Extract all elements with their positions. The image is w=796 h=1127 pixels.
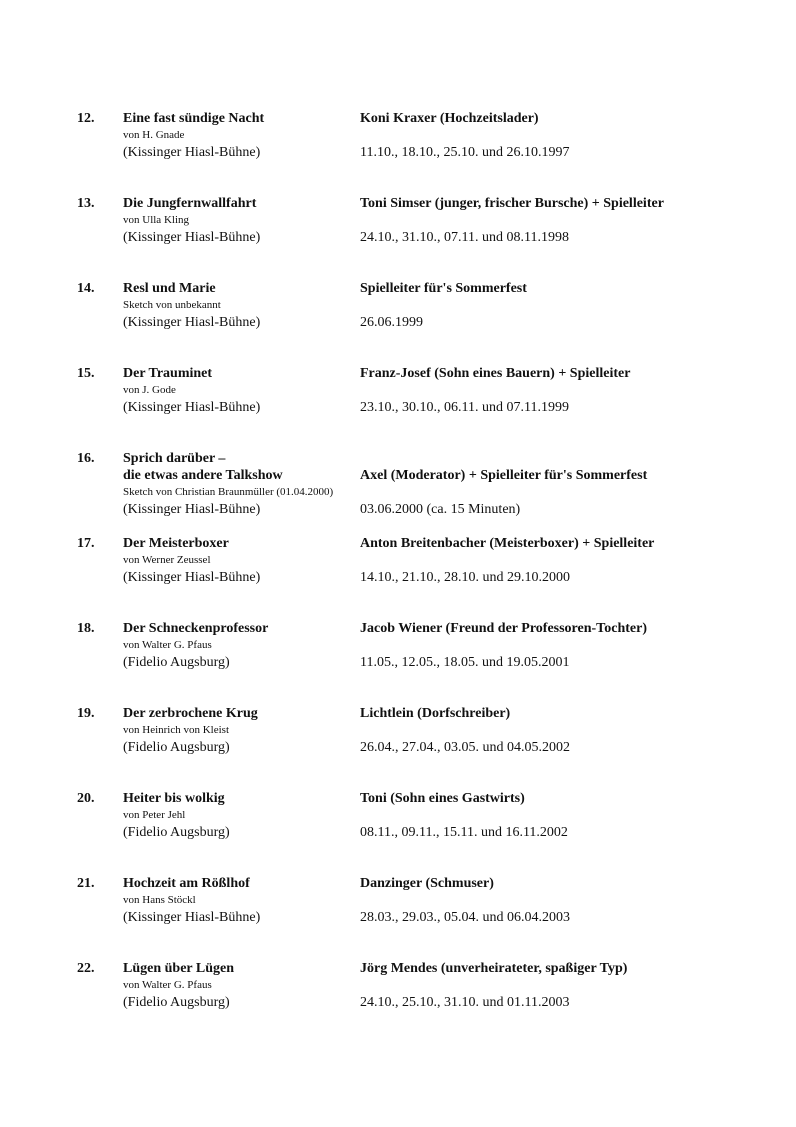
play-title: Der zerbrochene Krug	[123, 706, 258, 721]
play-info	[123, 365, 358, 416]
entry-number: 17.	[77, 536, 95, 551]
list-item	[0, 875, 796, 960]
list-item	[0, 365, 796, 450]
role-info	[360, 110, 780, 161]
role-name: Jacob Wiener (Freund der Professoren-Tochter)	[360, 621, 647, 636]
performance-dates: 26.06.1999	[360, 315, 423, 330]
play-author: von J. Gode	[123, 384, 176, 396]
list-item	[0, 960, 796, 1045]
entry-number: 16.	[77, 451, 95, 466]
performance-dates: 11.10., 18.10., 25.10. und 26.10.1997	[360, 145, 570, 160]
performance-dates: 24.10., 31.10., 07.11. und 08.11.1998	[360, 230, 569, 245]
play-info	[123, 705, 358, 756]
play-info	[123, 110, 358, 161]
role-list	[0, 110, 796, 1045]
role-name: Axel (Moderator) + Spielleiter für's Sommerfest	[360, 468, 648, 483]
spacer	[360, 977, 780, 994]
play-info	[123, 960, 358, 1011]
performance-dates: 08.11., 09.11., 15.11. und 16.11.2002	[360, 825, 568, 840]
play-title: Resl und Marie	[123, 281, 216, 296]
play-venue: (Kissinger Hiasl-Bühne)	[123, 570, 261, 585]
play-venue: (Kissinger Hiasl-Bühne)	[123, 400, 261, 415]
role-info	[360, 620, 780, 671]
role-info	[360, 280, 780, 331]
role-info	[360, 875, 780, 926]
play-author: von Ulla Kling	[123, 214, 189, 226]
play-venue: (Kissinger Hiasl-Bühne)	[123, 910, 261, 925]
role-info	[360, 365, 780, 416]
play-info	[123, 535, 358, 586]
play-title: Hochzeit am Rößlhof	[123, 876, 250, 891]
play-info	[123, 195, 358, 246]
list-item	[0, 705, 796, 790]
entry-number: 19.	[77, 706, 95, 721]
play-title: Der Trauminet	[123, 366, 213, 381]
play-venue: (Kissinger Hiasl-Bühne)	[123, 315, 261, 330]
list-item	[0, 110, 796, 195]
play-title: Sprich darüber –	[123, 451, 226, 466]
play-title: die etwas andere Talkshow	[123, 468, 283, 483]
spacer	[360, 297, 780, 314]
play-title: Der Meisterboxer	[123, 536, 229, 551]
play-author: von Walter G. Pfaus	[123, 979, 212, 991]
list-item	[0, 790, 796, 875]
spacer	[360, 450, 780, 467]
performance-dates: 24.10., 25.10., 31.10. und 01.11.2003	[360, 995, 570, 1010]
spacer	[360, 212, 780, 229]
role-info	[360, 960, 780, 1011]
play-venue: (Kissinger Hiasl-Bühne)	[123, 145, 261, 160]
list-item	[0, 280, 796, 365]
role-name: Franz-Josef (Sohn eines Bauern) + Spielleiter	[360, 366, 631, 381]
play-info	[123, 450, 358, 518]
play-venue: (Kissinger Hiasl-Bühne)	[123, 502, 261, 517]
role-name: Danzinger (Schmuser)	[360, 876, 494, 891]
performance-dates: 14.10., 21.10., 28.10. und 29.10.2000	[360, 570, 570, 585]
play-venue: (Fidelio Augsburg)	[123, 740, 230, 755]
entry-number: 21.	[77, 876, 95, 891]
play-author: Sketch von Christian Braunmüller (01.04.2000)	[123, 486, 334, 498]
entry-number: 22.	[77, 961, 95, 976]
play-author: von H. Gnade	[123, 129, 185, 141]
performance-dates: 28.03., 29.03., 05.04. und 06.04.2003	[360, 910, 570, 925]
play-title: Eine fast sündige Nacht	[123, 111, 265, 126]
performance-dates: 03.06.2000 (ca. 15 Minuten)	[360, 502, 521, 517]
play-venue: (Kissinger Hiasl-Bühne)	[123, 230, 261, 245]
play-author: von Heinrich von Kleist	[123, 724, 230, 736]
play-venue: (Fidelio Augsburg)	[123, 655, 230, 670]
play-author: von Walter G. Pfaus	[123, 639, 212, 651]
list-item	[0, 620, 796, 705]
role-name: Spielleiter für's Sommerfest	[360, 281, 527, 296]
performance-dates: 11.05., 12.05., 18.05. und 19.05.2001	[360, 655, 570, 670]
play-title: Lügen über Lügen	[123, 961, 234, 976]
spacer	[360, 722, 780, 739]
performance-dates: 26.04., 27.04., 03.05. und 04.05.2002	[360, 740, 570, 755]
entry-number: 14.	[77, 281, 95, 296]
play-title: Der Schneckenprofessor	[123, 621, 269, 636]
role-name: Jörg Mendes (unverheirateter, spaßiger Typ)	[360, 961, 628, 976]
play-author: von Werner Zeussel	[123, 554, 211, 566]
play-title: Die Jungfernwallfahrt	[123, 196, 257, 211]
role-name: Toni (Sohn eines Gastwirts)	[360, 791, 525, 806]
role-info	[360, 535, 780, 586]
play-info	[123, 620, 358, 671]
play-info	[123, 790, 358, 841]
role-name: Anton Breitenbacher (Meisterboxer) + Spielleiter	[360, 536, 655, 551]
spacer	[360, 127, 780, 144]
play-venue: (Fidelio Augsburg)	[123, 825, 230, 840]
play-author: von Peter Jehl	[123, 809, 186, 821]
entry-number: 18.	[77, 621, 95, 636]
spacer	[360, 552, 780, 569]
play-info	[123, 875, 358, 926]
play-venue: (Fidelio Augsburg)	[123, 995, 230, 1010]
role-info	[360, 705, 780, 756]
play-author: Sketch von unbekannt	[123, 299, 221, 311]
spacer	[360, 807, 780, 824]
performance-dates: 23.10., 30.10., 06.11. und 07.11.1999	[360, 400, 569, 415]
play-title: Heiter bis wolkig	[123, 791, 225, 806]
play-author: von Hans Stöckl	[123, 894, 196, 906]
role-name: Koni Kraxer (Hochzeitslader)	[360, 111, 539, 126]
role-name: Toni Simser (junger, frischer Bursche) + Spielleiter	[360, 196, 664, 211]
role-info	[360, 195, 780, 246]
role-info	[360, 790, 780, 841]
spacer	[360, 637, 780, 654]
entry-number: 15.	[77, 366, 95, 381]
entry-number: 13.	[77, 196, 95, 211]
play-info	[123, 280, 358, 331]
role-info	[360, 450, 780, 518]
role-name: Lichtlein (Dorfschreiber)	[360, 706, 511, 721]
list-item	[0, 535, 796, 620]
spacer	[360, 382, 780, 399]
entry-number: 20.	[77, 791, 95, 806]
spacer	[360, 484, 780, 501]
spacer	[360, 892, 780, 909]
list-item	[0, 450, 796, 535]
list-item	[0, 195, 796, 280]
entry-number: 12.	[77, 111, 95, 126]
